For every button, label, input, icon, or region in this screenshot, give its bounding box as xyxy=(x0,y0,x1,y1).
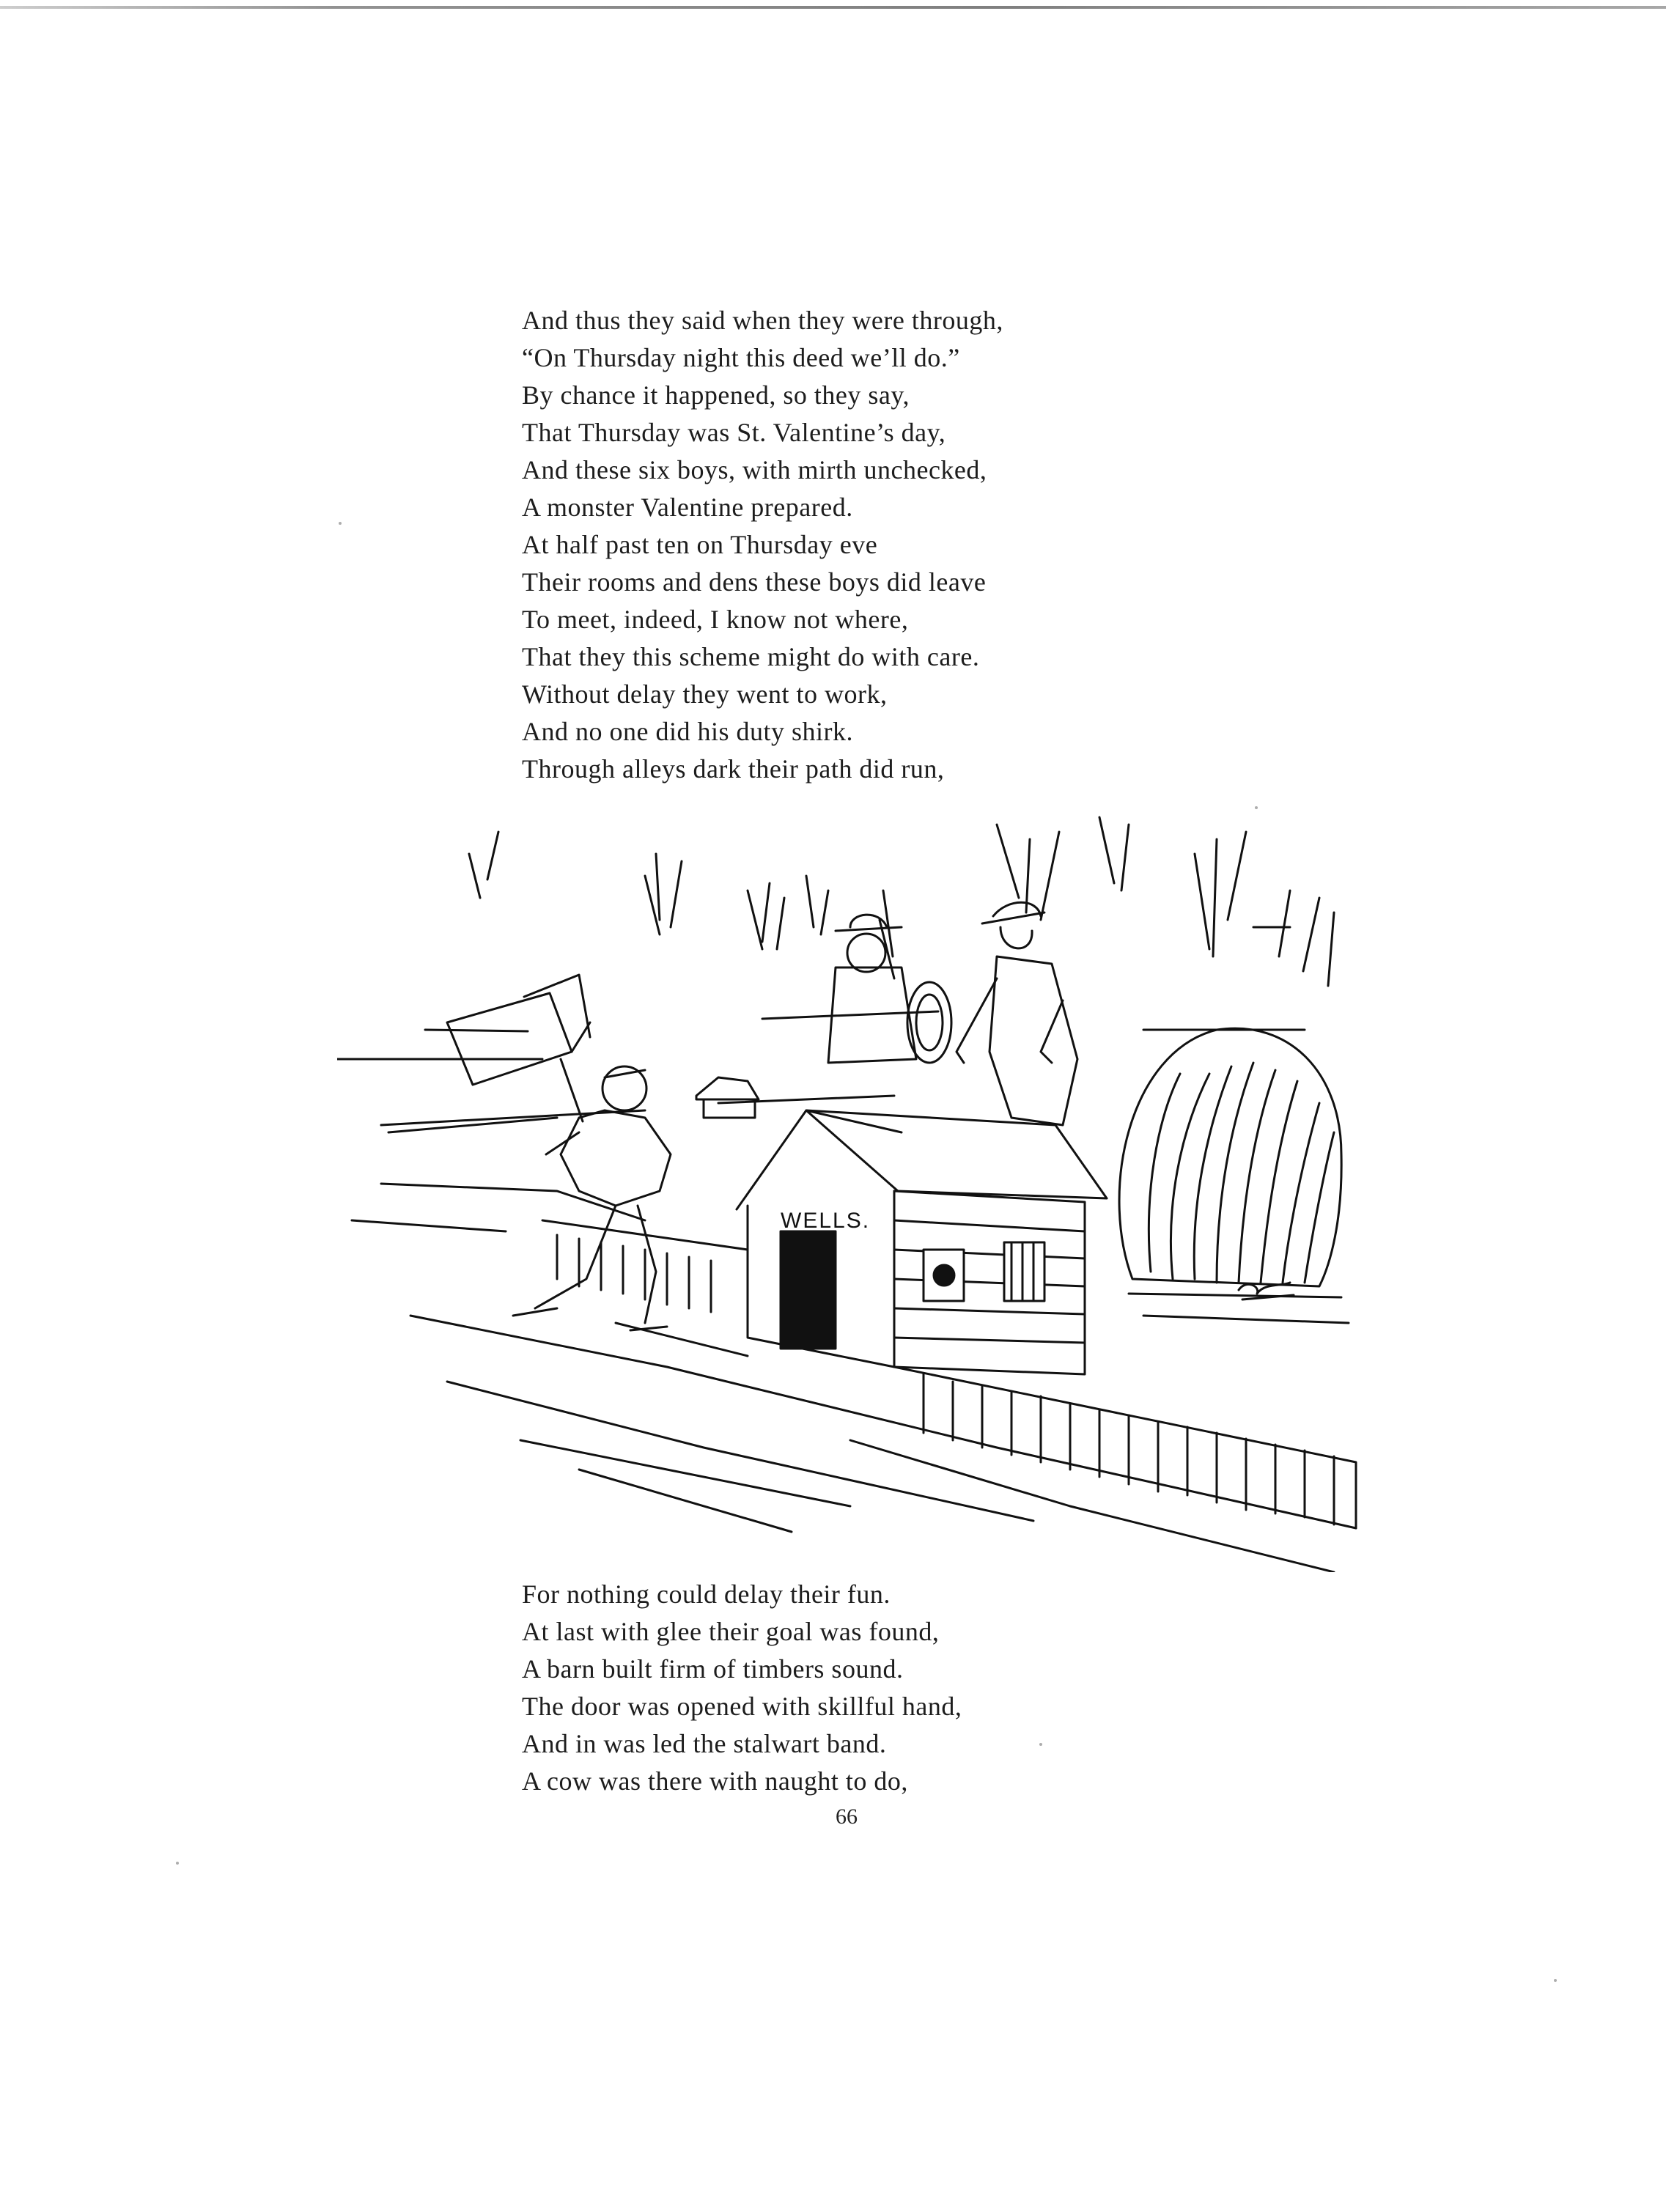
poem-line: A cow was there with naught to do, xyxy=(522,1766,908,1796)
poem-stanza-bottom xyxy=(522,1576,962,1800)
poem-line: A barn built firm of timbers sound. xyxy=(522,1654,904,1684)
poem-line: “On Thursday night this deed we’ll do.” xyxy=(522,343,960,372)
outhouse xyxy=(737,1110,1107,1374)
scan-speck xyxy=(339,522,342,525)
poem-line: At half past ten on Thursday eve xyxy=(522,530,878,559)
scan-speck xyxy=(1039,1743,1042,1746)
scan-speck xyxy=(1554,1979,1557,1982)
scan-speck xyxy=(1255,806,1258,809)
poem-line: And in was led the stalwart band. xyxy=(522,1729,887,1758)
poem-line: And thus they said when they were through, xyxy=(522,306,1003,335)
figure-leaning xyxy=(957,902,1077,1125)
pen-illustration xyxy=(337,810,1363,1572)
poem-line: That they this scheme might do with care. xyxy=(522,642,980,671)
poem-line: By chance it happened, so they say, xyxy=(522,380,910,410)
poem-line: A monster Valentine prepared. xyxy=(522,493,853,522)
scan-edge xyxy=(0,6,1666,9)
road xyxy=(352,1184,1356,1572)
outhouse-sign-text: WELLS. xyxy=(781,1209,871,1233)
poem-line: Through alleys dark their path did run, xyxy=(522,754,945,784)
background-trees xyxy=(469,817,1334,986)
poem-line: And these six boys, with mirth unchecked, xyxy=(522,455,987,484)
poem-line: Their rooms and dens these boys did leave xyxy=(522,567,987,597)
poem-line: The door was opened with skillful hand, xyxy=(522,1692,962,1721)
distant-house xyxy=(696,1077,759,1118)
figure-with-sign xyxy=(447,975,671,1330)
poem-line: Without delay they went to work, xyxy=(522,679,888,709)
poem-line: That Thursday was St. Valentine’s day, xyxy=(522,418,946,447)
page-number: 66 xyxy=(836,1804,858,1829)
haystack xyxy=(1119,1028,1349,1323)
poem-stanza-top xyxy=(522,302,1003,788)
scan-speck xyxy=(176,1862,179,1865)
poem-line: For nothing could delay their fun. xyxy=(522,1579,891,1609)
poem-line: At last with glee their goal was found, xyxy=(522,1617,940,1646)
poem-line: To meet, indeed, I know not where, xyxy=(522,605,909,634)
poem-line: And no one did his duty shirk. xyxy=(522,717,853,746)
